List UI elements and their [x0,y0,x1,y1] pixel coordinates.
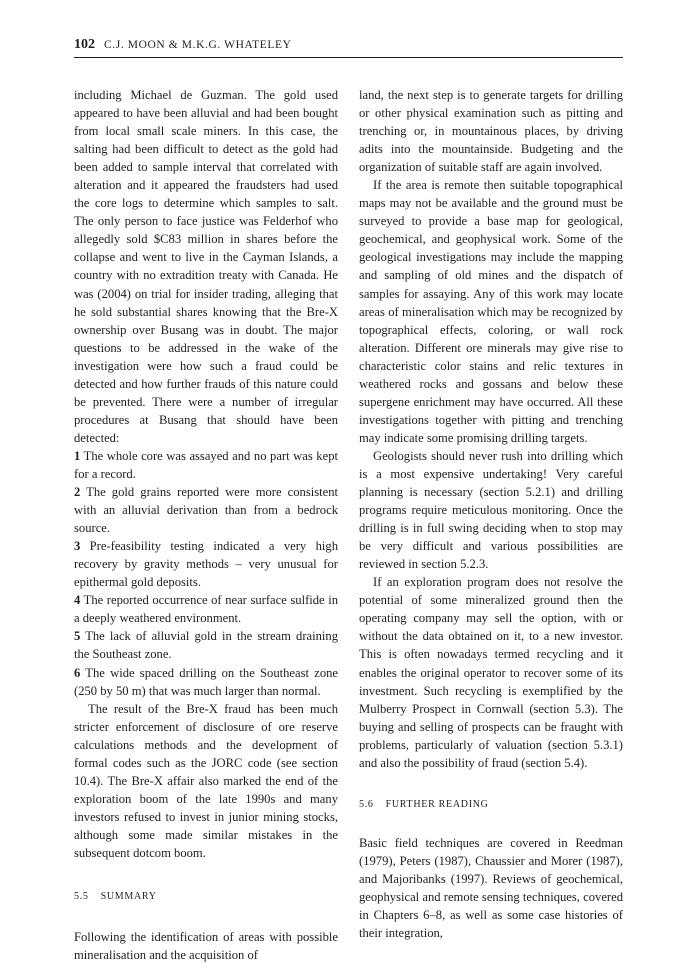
left-column [74,86,338,964]
list-item [74,664,338,700]
paragraph-intro: including Michael de Guzman. The gold used appeared to have been alluvial and had been bought from local small scale miners. In this case, the salting had been difficult to detect as the gold had been added to sample interval that correlated with alteration and it appeared the fraudsters had used the core logs to determine which samples to salt. The only person to face justice was Felderhof who allegedly sold $C83 million in shares before the collapse and went to live in the Cayman Islands, a country with no extradition treaty with Canada. He was (2004) on trial for insider trading, alleging that he sold substantial shares knowing that the Bre-X ownership over Busang was in doubt. The major questions to be addressed in the wake of the investigation were how such a fraud could be detected and how further frauds of this nature could be prevented. There were a number of irregular procedures at Busang that should have been detected: [74,88,338,445]
list-text: The lack of alluvial gold in the stream draining the Southeast zone. [74,629,338,662]
list-number: 2 [74,485,81,500]
list-number: 3 [74,539,81,554]
running-header [74,37,622,59]
list-number: 6 [74,665,81,680]
list-number: 4 [74,593,81,608]
section-number: 5.5 [74,891,89,903]
list-item [74,627,338,663]
paragraph-land: land, the next step is to generate targets for drilling or other physical examination such as pitting and trenching or, in mountainous places, by driving adits into the mountainside. Budgeting and the organization of suitable staff are again involved. [359,88,623,175]
list-number: 1 [74,448,81,463]
page-number: 102 [74,37,95,52]
list-text: Pre-feasibility testing indicated a very high recovery by gravity methods – very unusual for epithermal gold deposits. [74,539,338,590]
list-text: The wide spaced drilling on the Southeast zone (250 by 50 m) that was much larger than normal. [74,665,338,698]
paragraph-summary: Following the identification of areas with possible mineralisation and the acquisition of [74,930,338,963]
list-text: The gold grains reported were more consistent with an alluvial derivation than from a bedrock source. [74,485,339,536]
list-number: 5 [74,629,81,644]
running-title: C.J. MOON & M.K.G. WHATELEY [104,39,292,51]
list-item [74,483,338,537]
list-item [74,537,338,591]
list-text: The whole core was assayed and no part was kept for a record. [74,448,338,481]
paragraph-result: The result of the Bre-X fraud has been much stricter enforcement of disclosure of ore reserve calculations methods and the development of formal codes such as the JORC code (see section 10.4). The Bre-X affair also marked the end of the exploration boom of the late 1990s and many investors refused to invest in junior mining stocks, although some made similar mistakes in the subsequent dotcom boom. [74,701,338,860]
section-title: SUMMARY [100,891,157,903]
list-item [74,447,338,483]
section-heading-summary [74,888,338,906]
list-item [74,591,338,627]
paragraph-remote: If the area is remote then suitable topographical maps may not be available and the ground must be surveyed to provide a base map for geological, geochemical, and geophysical work. Some of the geological investigations may include the mapping and sampling of old mines and the dispatch of samples for assaying. Any of this work may locate areas of mineralisation which may be recognized by topographical effects, coloring, or wall rock alteration. Different ore minerals may give rise to characteristic color stains and relic textures in weathered rocks and gossans and below these supergene enrichment may have occurred. All these investigations together with pitting and trenching may indicate some promising drilling targets. [359,178,623,445]
section-heading-further-reading [359,796,623,814]
header-rule [74,57,623,58]
right-column [359,86,623,942]
paragraph-geologists: Geologists should never rush into drilling which is a most expensive undertaking! Very careful planning is necessary (section 5.2.1) and drilling programs require meticulous monitoring. Once the drilling is in full swing deciding when to stop may be very difficult and various possibilities are reviewed in section 5.2.3. [359,448,623,572]
list-text: The reported occurrence of near surface sulfide in a deeply weathered environment. [74,593,339,626]
paragraph-further-reading: Basic field techniques are covered in Reedman (1979), Peters (1987), Chaussier and Morer (1987), and Majoribanks (1997). Reviews of geochemical, geophysical and remote sensing techniques, covered in Chapters 6–8, as well as some case histories of their integration, [359,835,623,941]
section-number: 5.6 [359,798,374,810]
paragraph-program: If an exploration program does not resolve the potential of some mineralized ground then the operating company may sell the option, with or without the data obtained on it, to a new investor. This is often nowadays termed recycling and it enables the original operator to recover some of its investment. Such recycling is exemplified by the Mulberry Prospect in Cornwall (section 5.3). The buying and selling of prospects can be fraught with problems, particularly of valuation (section 5.3.1) and also the possibility of fraud (section 5.4). [359,575,623,770]
section-title: FURTHER READING [385,798,489,810]
